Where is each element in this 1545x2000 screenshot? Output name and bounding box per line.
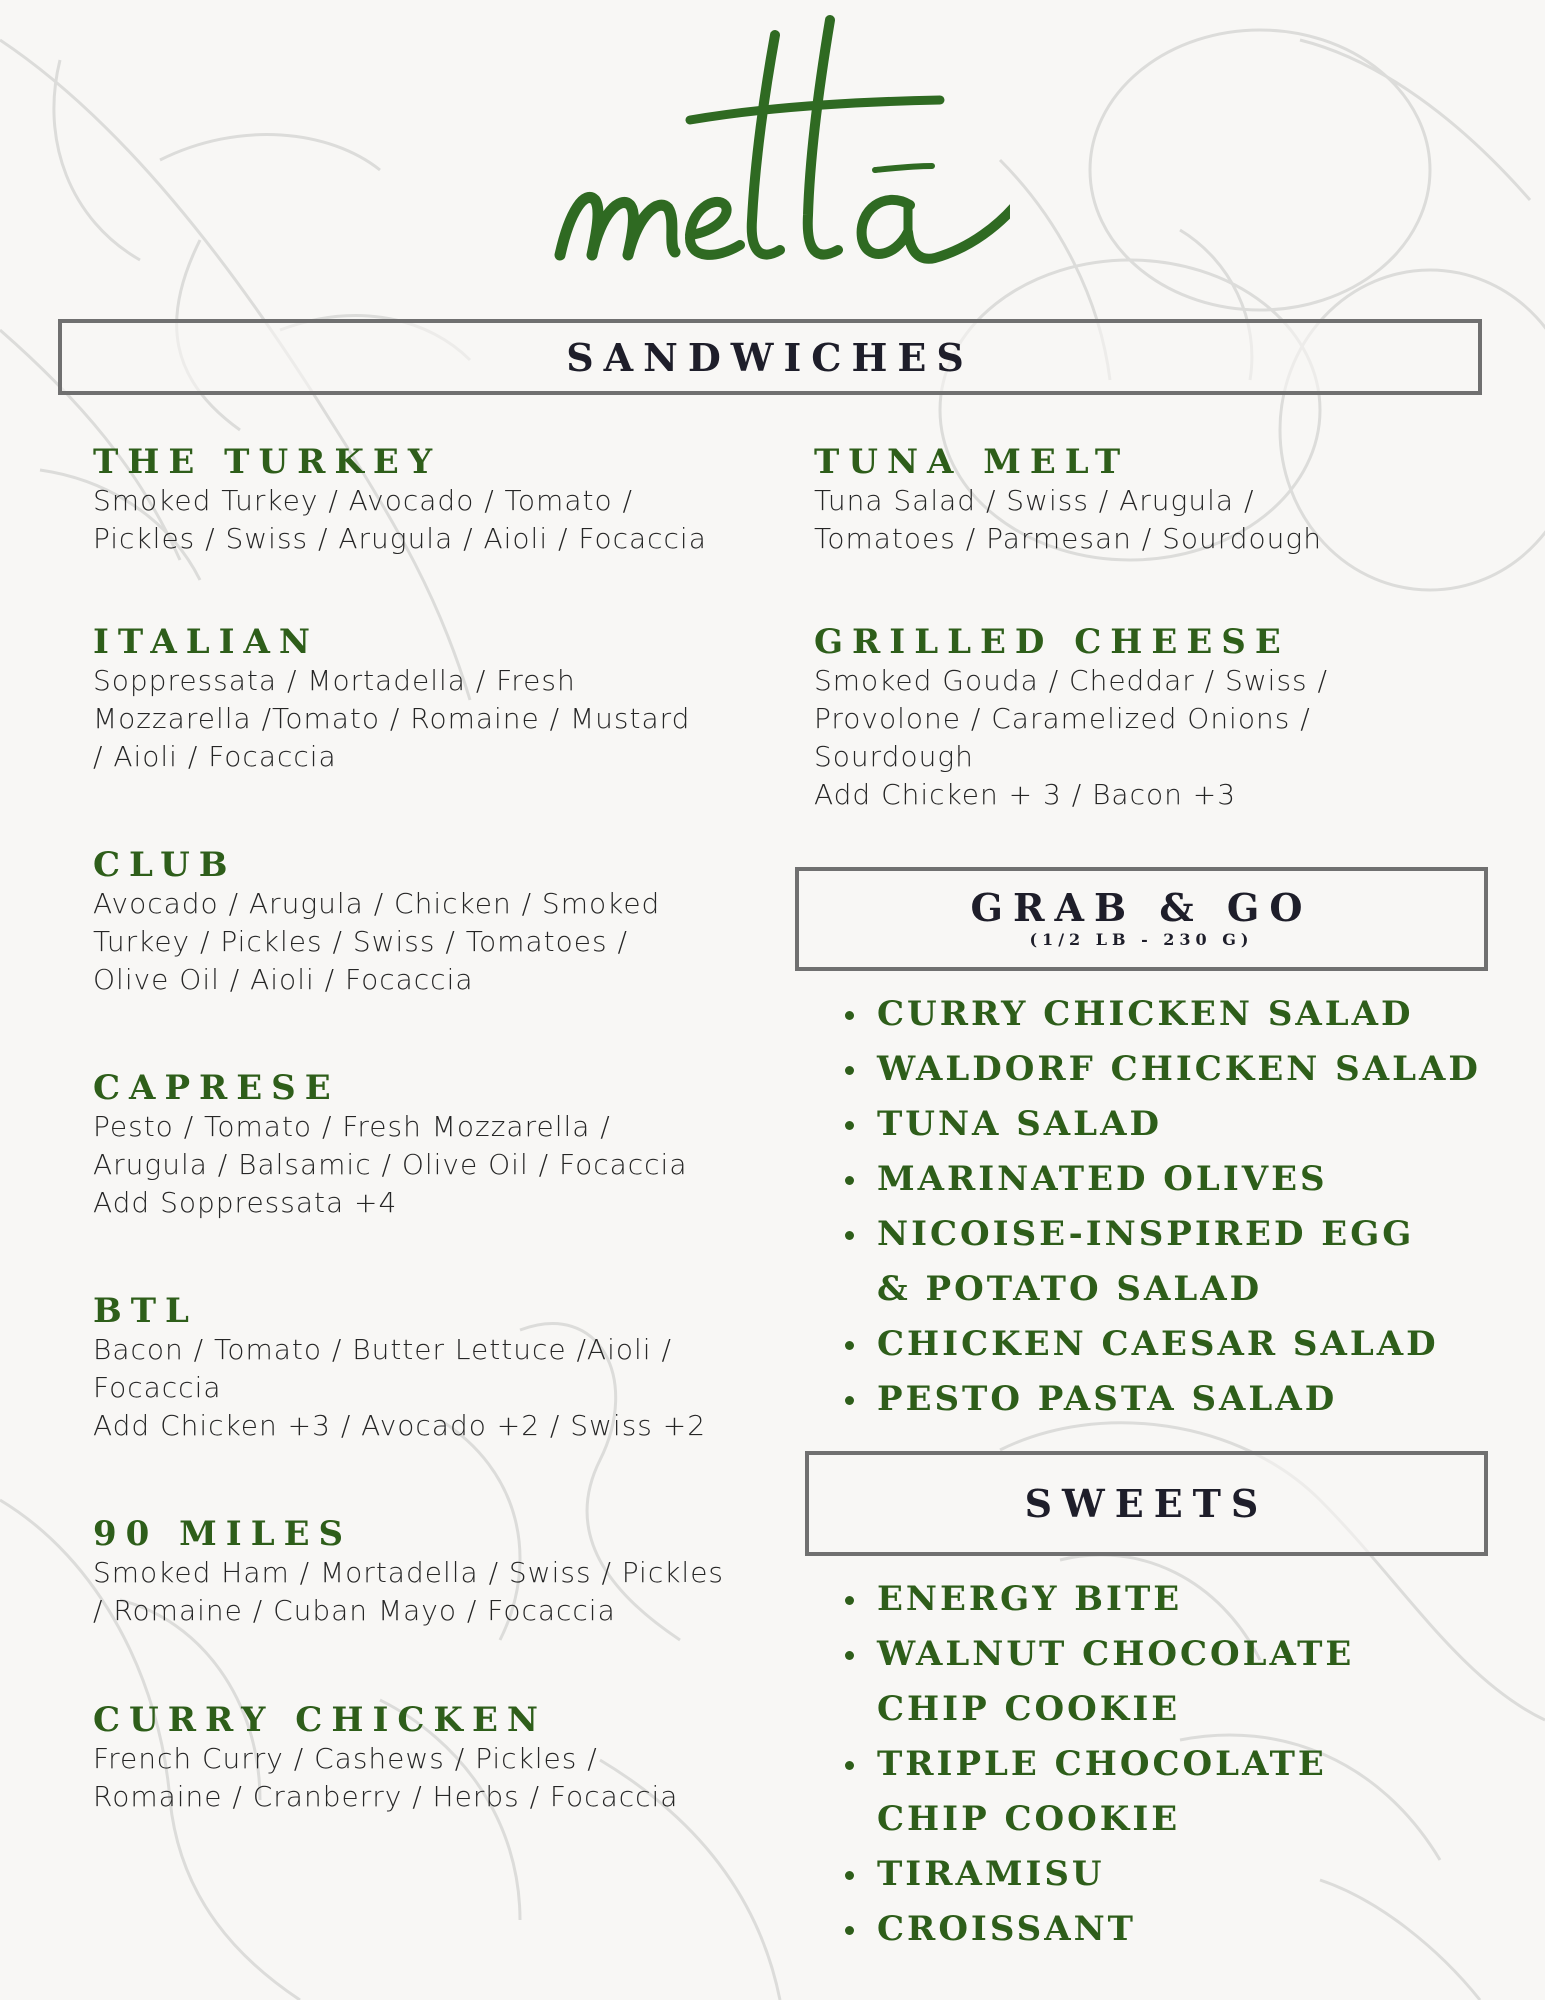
item-desc-line: Focaccia (93, 1371, 222, 1404)
item-title: BTL (93, 1291, 198, 1331)
grab-and-go-list (815, 987, 1481, 1427)
item-desc-line: Smoked Ham / Mortadella / Swiss / Pickles (93, 1556, 725, 1589)
item-desc-line: Add Chicken +3 / Avocado +2 / Swiss +2 (93, 1409, 707, 1442)
item-title: GRILLED CHEESE (814, 622, 1290, 662)
item-title: THE TURKEY (93, 442, 442, 482)
menu-item-grilled-cheese (814, 622, 1328, 814)
item-desc-line: Provolone / Caramelized Onions / (814, 702, 1311, 735)
metta-logo (540, 0, 1010, 310)
item-desc-line: Pesto / Tomato / Fresh Mozzarella / (93, 1110, 611, 1143)
item-desc-line: Olive Oil / Aioli / Focaccia (93, 963, 474, 996)
sweets-title: SWEETS (1024, 1481, 1269, 1526)
item-title: ITALIAN (93, 622, 319, 662)
item-title: CURRY CHICKEN (93, 1700, 547, 1740)
item-desc-line: Bacon / Tomato / Butter Lettuce /Aioli / (93, 1333, 672, 1366)
item-desc-line: / Aioli / Focaccia (93, 740, 337, 773)
grab-and-go-header (795, 867, 1488, 971)
item-desc-line: Smoked Turkey / Avocado / Tomato / (93, 484, 633, 517)
list-item: PESTO PASTA SALAD (877, 1372, 1481, 1427)
list-item: WALDORF CHICKEN SALAD (877, 1042, 1481, 1097)
item-desc-line: Pickles / Swiss / Arugula / Aioli / Focaccia (93, 522, 707, 555)
item-desc-line: French Curry / Cashews / Pickles / (93, 1742, 598, 1775)
sandwiches-header (58, 319, 1482, 395)
menu-item-club (93, 845, 660, 999)
sweets-list (815, 1572, 1477, 1957)
menu-item-btl (93, 1291, 706, 1445)
menu-item-curry-chicken (93, 1700, 678, 1816)
item-desc-line: Avocado / Arugula / Chicken / Smoked (93, 887, 661, 920)
list-item: WALNUT CHOCOLATE CHIP COOKIE (877, 1627, 1477, 1737)
list-item: NICOISE-INSPIRED EGG & POTATO SALAD (877, 1207, 1437, 1317)
menu-item-caprese (93, 1068, 687, 1222)
item-title: CLUB (93, 845, 237, 885)
item-desc-line: Add Soppressata +4 (93, 1186, 398, 1219)
item-desc-line: / Romaine / Cuban Mayo / Focaccia (93, 1594, 616, 1627)
list-item: CHICKEN CAESAR SALAD (877, 1317, 1481, 1372)
grab-and-go-subtitle: (1/2 LB - 230 G) (1029, 930, 1254, 949)
sweets-header (805, 1451, 1488, 1556)
item-title: CAPRESE (93, 1068, 340, 1108)
menu-item-tuna-melt (814, 442, 1322, 558)
item-desc-line: Tuna Salad / Swiss / Arugula / (814, 484, 1255, 517)
item-desc-line: Add Chicken + 3 / Bacon +3 (814, 778, 1237, 811)
item-desc-line: Tomatoes / Parmesan / Sourdough (814, 522, 1322, 555)
list-item: TUNA SALAD (877, 1097, 1481, 1152)
item-title: TUNA MELT (814, 442, 1130, 482)
item-desc-line: Sourdough (814, 740, 974, 773)
item-desc-line: Turkey / Pickles / Swiss / Tomatoes / (93, 925, 628, 958)
list-item: MARINATED OLIVES (877, 1152, 1481, 1207)
list-item: TRIPLE CHOCOLATE CHIP COOKIE (877, 1737, 1437, 1847)
item-desc-line: Mozzarella /Tomato / Romaine / Mustard (93, 702, 691, 735)
grab-and-go-title: GRAB & GO (970, 885, 1313, 930)
item-title: 90 MILES (93, 1514, 353, 1554)
menu-item-90-miles (93, 1514, 724, 1630)
item-desc-line: Romaine / Cranberry / Herbs / Focaccia (93, 1780, 679, 1813)
item-desc-line: Soppressata / Mortadella / Fresh (93, 664, 576, 697)
item-desc-line: Smoked Gouda / Cheddar / Swiss / (814, 664, 1328, 697)
menu-item-the-turkey (93, 442, 707, 558)
menu-item-italian (93, 622, 690, 776)
item-desc-line: Arugula / Balsamic / Olive Oil / Focaccia (93, 1148, 688, 1181)
list-item: CURRY CHICKEN SALAD (877, 987, 1481, 1042)
sandwiches-title: SANDWICHES (566, 334, 974, 380)
list-item: ENERGY BITE (877, 1572, 1477, 1627)
list-item: CROISSANT (877, 1902, 1477, 1957)
list-item: TIRAMISU (877, 1847, 1477, 1902)
